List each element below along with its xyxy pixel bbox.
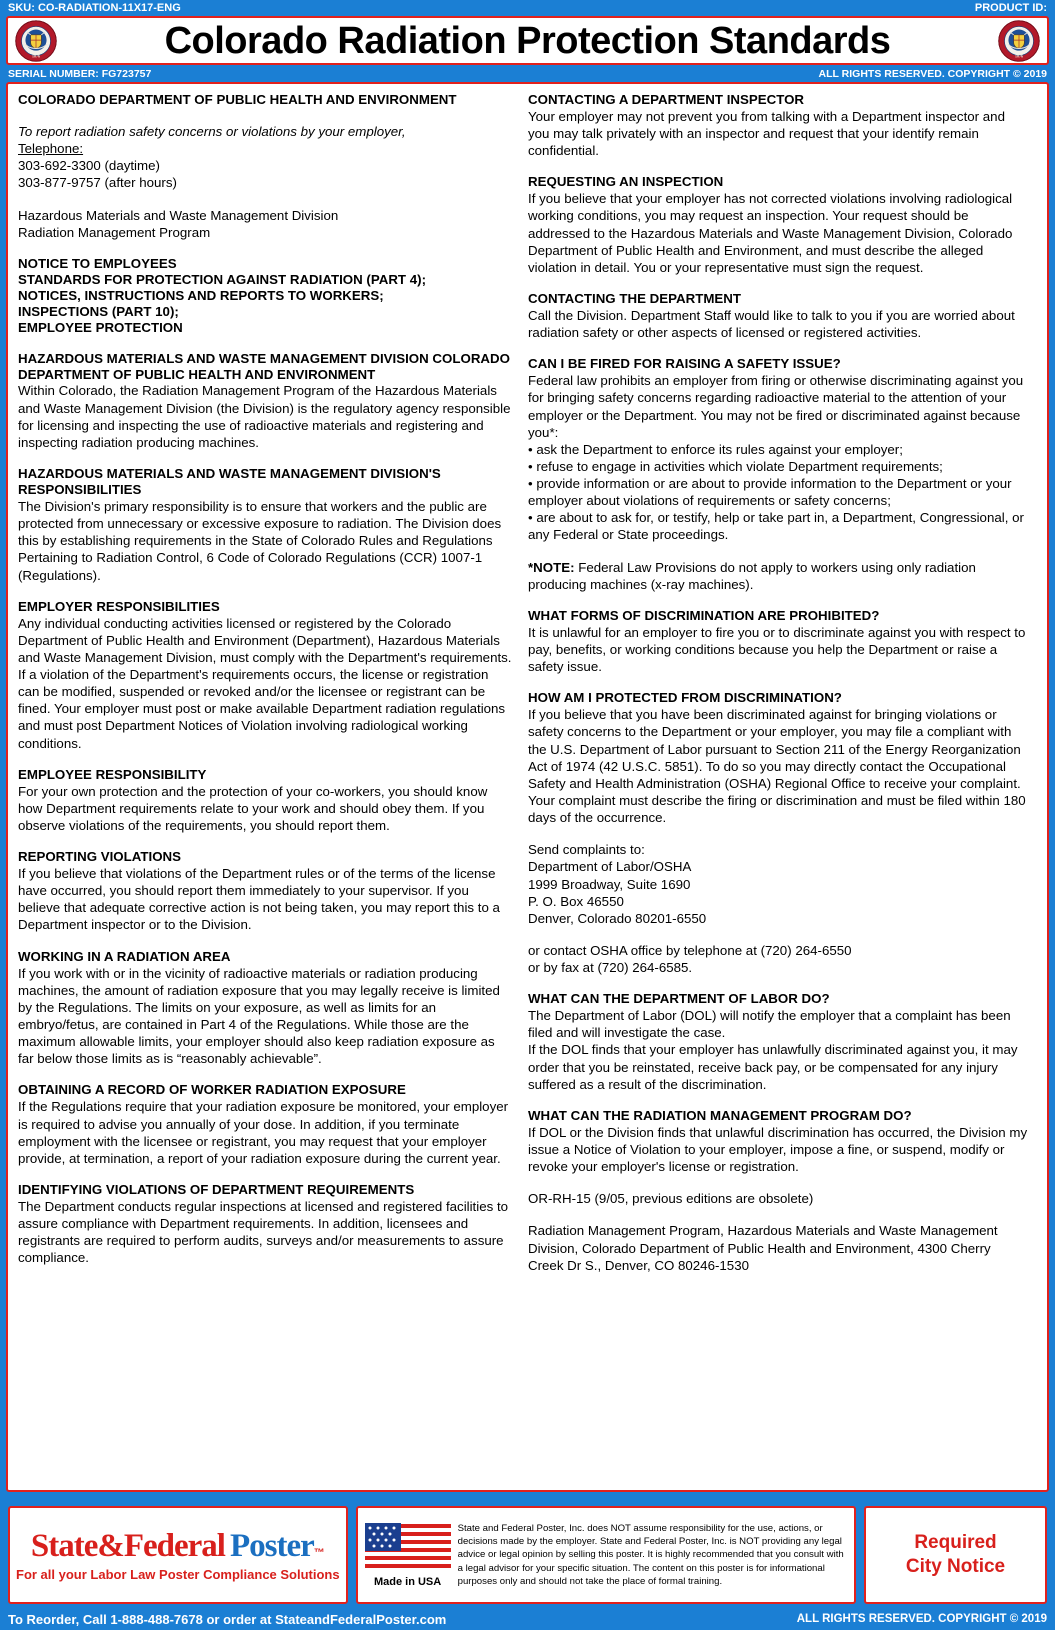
report-intro: To report radiation safety concerns or violations by your employer, <box>18 123 406 139</box>
right-column <box>528 92 1028 1486</box>
sku-bar <box>0 0 1055 16</box>
employee-responsibility-heading: EMPLOYEE RESPONSIBILITY <box>18 766 207 782</box>
list-item: • are about to ask for, or testify, help or take part in, a Department, Congressional, or any Federal or State proceedings. <box>528 510 1024 543</box>
flag-wrap <box>364 1523 452 1588</box>
required-city-notice-box <box>864 1506 1047 1604</box>
employer-responsibilities-body: Any individual conducting activities licensed or registered by the Colorado Department of Public Health and Environment (Department), Hazardous Materials and Waste Management Division, must comply with the Department's requirements. If a violation of the Department's requirements occurs, the license or registration can be modified, suspended or revoked and/or the licensee or registrant can be fined. Your employer must post or make available Department radiation regulations and must post Department Notices of Violation involving radiological working conditions. <box>18 615 512 751</box>
phone-daytime: 303-692-3300 (daytime) <box>18 158 160 174</box>
responsibilities-heading: HAZARDOUS MATERIALS AND WASTE MANAGEMENT DIVISION'S RESPONSIBILITIES <box>18 466 441 497</box>
notice-line-2: City Notice <box>905 1556 1006 1577</box>
copyright-text: ALL RIGHTS RESERVED. COPYRIGHT © 2019 <box>796 1613 1047 1625</box>
brand-wordmark <box>16 1528 340 1565</box>
poster-footer <box>0 1498 1055 1630</box>
list-item: • ask the Department to enforce its rules against your employer; <box>528 441 903 457</box>
notice-heading-1: NOTICE TO EMPLOYEES <box>18 255 177 271</box>
notice-heading-4: INSPECTIONS (PART 10); <box>18 303 179 319</box>
note-label: *NOTE: <box>528 559 575 575</box>
colorado-state-seal-icon-left <box>14 19 58 63</box>
disclaimer-text: State and Federal Poster, Inc. does NOT assume responsibility for the use, actions, or decisions made by the employer. State and Federal Poster, Inc. is NOT providing any legal advice or legal opinion by selling this poster. It is highly recommended that you consult with a legal advisor for your specific situation. The content on this poster is for informational purposes only and should not take the place of formal training. <box>457 1522 844 1587</box>
colorado-state-seal-icon-right <box>997 19 1041 63</box>
send-complaints-label: Send complaints to: <box>528 842 645 858</box>
requesting-inspection-body: If you believe that your employer has not corrected violations involving radiological working conditions, you may request an inspection. Your request should be addressed to the Hazardous Materials and Waste Management Division, Colorado Department of Public Health and Environment, and must describe the alleged violation in detail. You or your representative must sign the request. <box>528 191 1013 275</box>
forms-discrimination-body: It is unlawful for an employer to fire you or to discriminate against you with respect to pay, benefits, or working conditions because you help the Department or raise a safety issue. <box>528 624 1026 675</box>
poster-body <box>6 82 1049 1492</box>
serial-number-label: SERIAL NUMBER: FG723757 <box>8 67 152 80</box>
osha-phone: or contact OSHA office by telephone at (720) 264-6550 <box>528 942 852 958</box>
notice-heading-2: STANDARDS FOR PROTECTION AGAINST RADIATION (PART 4); <box>18 271 427 287</box>
working-radiation-area-heading: WORKING IN A RADIATION AREA <box>18 948 231 964</box>
rights-label-top: ALL RIGHTS RESERVED. COPYRIGHT © 2019 <box>818 67 1047 80</box>
address-line-3: P. O. Box 46550 <box>528 893 624 909</box>
brand-logo-box <box>8 1506 348 1604</box>
division-line-2: Radiation Management Program <box>18 224 211 240</box>
employee-responsibility-body: For your own protection and the protection of your co-workers, you should know how Department requirements relate to your work and should obey them. If you observe violations of the requirements, you should report them. <box>18 783 488 833</box>
form-code: OR-RH-15 (9/05, previous editions are obsolete) <box>528 1191 814 1207</box>
reporting-violations-heading: REPORTING VIOLATIONS <box>18 849 182 865</box>
svg-text:1876: 1876 <box>1015 53 1023 59</box>
dol-body-1: The Department of Labor (DOL) will notify the employer that a complaint has been filed and will investigate the case. <box>528 1008 1011 1041</box>
agency-heading: COLORADO DEPARTMENT OF PUBLIC HEALTH AND ENVIRONMENT <box>18 92 457 107</box>
contacting-inspector-body: Your employer may not prevent you from talking with a Department inspector and you may talk privately with an inspector and request that your identify remain confidential. <box>528 108 1005 159</box>
list-item: • provide information or are about to provide information to the Department or your employer about violations of requirements or safety concerns; <box>528 476 1012 509</box>
serial-bar <box>0 66 1055 81</box>
reporting-violations-body: If you believe that violations of the Department rules or of the terms of the license have occurred, you should report them immediately to your supervisor. If you believe that adequate corrective action is not being taken, you may report this to a Department inspector or to the Division. <box>18 866 500 933</box>
employer-responsibilities-heading: EMPLOYER RESPONSIBILITIES <box>18 598 220 614</box>
fired-safety-issue-heading: CAN I BE FIRED FOR RAISING A SAFETY ISSUE? <box>528 356 841 372</box>
brand-state-federal: State&Federal <box>30 1528 225 1564</box>
sku-label: SKU: CO-RADIATION-11X17-ENG <box>8 2 181 14</box>
page-title: Colorado Radiation Protection Standards <box>164 19 891 62</box>
contacting-department-heading: CONTACTING THE DEPARTMENT <box>528 291 741 307</box>
federal-law-note <box>528 559 1028 593</box>
svg-text:1876: 1876 <box>32 53 40 59</box>
title-band <box>6 16 1049 65</box>
division-line-1: Hazardous Materials and Waste Management Division <box>18 207 339 223</box>
identifying-violations-body: The Department conducts regular inspections at licensed and registered facilities to assure compliance with Department requirements. In addition, licensees and registrants are required to perform audits, surveys and/or measurements to assure compliance. <box>18 1198 509 1266</box>
obtaining-record-body: If the Regulations require that your radiation exposure be monitored, your employer is required to advise you annually of your dose. In addition, if you terminate employment with the licensee or registrant, you may request that your employer provide, at termination, a report of your radiation exposure during the current year. <box>18 1099 509 1166</box>
notice-heading-3: NOTICES, INSTRUCTIONS AND REPORTS TO WORKERS; <box>18 287 384 303</box>
footer-row <box>8 1506 1047 1604</box>
notice-heading-5: EMPLOYEE PROTECTION <box>18 319 183 335</box>
dol-body-2: If the DOL finds that your employer has unlawfully discriminated against you, it may order that you be reinstated, receive back pay, or be compensated for any injury suffered as a result of the discrimination. <box>528 1042 1018 1092</box>
working-radiation-area-body: If you work with or in the vicinity of radioactive materials or radiation producing machines, the amount of radiation exposure that you may legally receive is limited by the Regulations. The limits on your exposure, as well as limits for an embryo/fetus, are contained in Part 4 of the Regulations. While those are the maximum allowable limits, your employer should also keep radiation exposure as far below those limits as is “reasonably achievable”. <box>18 965 500 1067</box>
brand-tagline: For all your Labor Law Poster Compliance Solutions <box>16 1567 340 1582</box>
dol-heading: WHAT CAN THE DEPARTMENT OF LABOR DO? <box>528 991 830 1007</box>
rmp-heading: WHAT CAN THE RADIATION MANAGEMENT PROGRAM DO? <box>528 1107 912 1123</box>
note-text: Federal Law Provisions do not apply to workers using only radiation producing machines (x-ray machines). <box>528 559 976 592</box>
reorder-text: To Reorder, Call 1-888-488-7678 or order at StateandFederalPoster.com <box>8 1611 447 1627</box>
contacting-inspector-heading: CONTACTING A DEPARTMENT INSPECTOR <box>528 92 805 107</box>
hmwmd-heading: HAZARDOUS MATERIALS AND WASTE MANAGEMENT DIVISION COLORADO DEPARTMENT OF PUBLIC HEALTH AND ENVIRONMENT <box>18 350 510 382</box>
usa-flag-icon <box>365 1523 451 1575</box>
disclaimer-box <box>356 1506 856 1604</box>
contacting-department-body: Call the Division. Department Staff would like to talk to you if you are worried about radiation safety or other aspects of licensed or registered activities. <box>528 307 1015 341</box>
brand-poster-word: Poster <box>229 1528 314 1564</box>
footer-agency-address: Radiation Management Program, Hazardous Materials and Waste Management Division, Colorado Department of Public Health and Environment, 4300 Cherry Creek Dr S., Denver, CO 80246-1530 <box>528 1223 998 1273</box>
reorder-bar <box>0 1608 1055 1630</box>
address-line-1: Department of Labor/OSHA <box>528 859 692 875</box>
address-line-4: Denver, Colorado 80201-6550 <box>528 910 707 926</box>
fired-safety-bullet-list <box>528 441 1028 544</box>
obtaining-record-heading: OBTAINING A RECORD OF WORKER RADIATION EXPOSURE <box>18 1082 406 1098</box>
protected-discrimination-body: If you believe that you have been discriminated against for bringing violations or safety concerns to the Department or your employer, you may file a compliant with the U.S. Department of Labor pursuant to Section 211 of the Energy Reorganization Act of 1974 (42 U.S.C. 5851). To do so you may directly contact the Occupational Safety and Health Administration (OSHA) Regional Office to receive your complaint. Your complaint must describe the firing or discrimination and must be filed within 180 days of the occurrence. <box>528 707 1026 826</box>
address-line-2: 1999 Broadway, Suite 1690 <box>528 876 691 892</box>
identifying-violations-heading: IDENTIFYING VIOLATIONS OF DEPARTMENT REQUIREMENTS <box>18 1181 415 1197</box>
phone-after-hours: 303-877-9757 (after hours) <box>18 175 177 191</box>
trademark-icon: ™ <box>313 1547 325 1559</box>
rmp-body: If DOL or the Division finds that unlawful discrimination has occurred, the Division my issue a Notice of Violation to your employer, impose a fine, or suspend, modify or revoke your employer's license or registration. <box>528 1124 1028 1175</box>
fired-safety-issue-body: Federal law prohibits an employer from firing or otherwise discriminating against you for bringing safety concerns regarding radioactive material to the attention of your employer or the Department. You may not be fired or discriminated against because you*: <box>528 373 1024 440</box>
telephone-label: Telephone: <box>18 141 84 157</box>
list-item: • refuse to engage in activities which violate Department requirements; <box>528 458 943 474</box>
osha-fax: or by fax at (720) 264-6585. <box>528 960 693 976</box>
left-column <box>18 92 512 1486</box>
product-id-label: PRODUCT ID: <box>974 2 1047 14</box>
made-in-usa-label: Made in USA <box>373 1575 442 1588</box>
requesting-inspection-heading: REQUESTING AN INSPECTION <box>528 174 724 190</box>
protected-discrimination-heading: HOW AM I PROTECTED FROM DISCRIMINATION? <box>528 690 842 706</box>
forms-discrimination-heading: WHAT FORMS OF DISCRIMINATION ARE PROHIBITED? <box>528 607 880 623</box>
notice-line-1: Required <box>914 1532 997 1554</box>
hmwmd-body: Within Colorado, the Radiation Management Program of the Hazardous Materials and Waste Management Division (the Division) is the regulatory agency responsible for licensing and inspecting the use of radioactive materials and registering and inspecting radiation producing machines. <box>18 383 511 450</box>
responsibilities-body: The Division's primary responsibility is to ensure that workers and the public are protected from unnecessary or excessive exposure to radiation. The Division does this by establishing requirements in the State of Colorado Rules and Regulations Pertaining to Radiation Control, 6 Code of Colorado Regulations (CCR) 1007-1 (Regulations). <box>18 498 502 583</box>
